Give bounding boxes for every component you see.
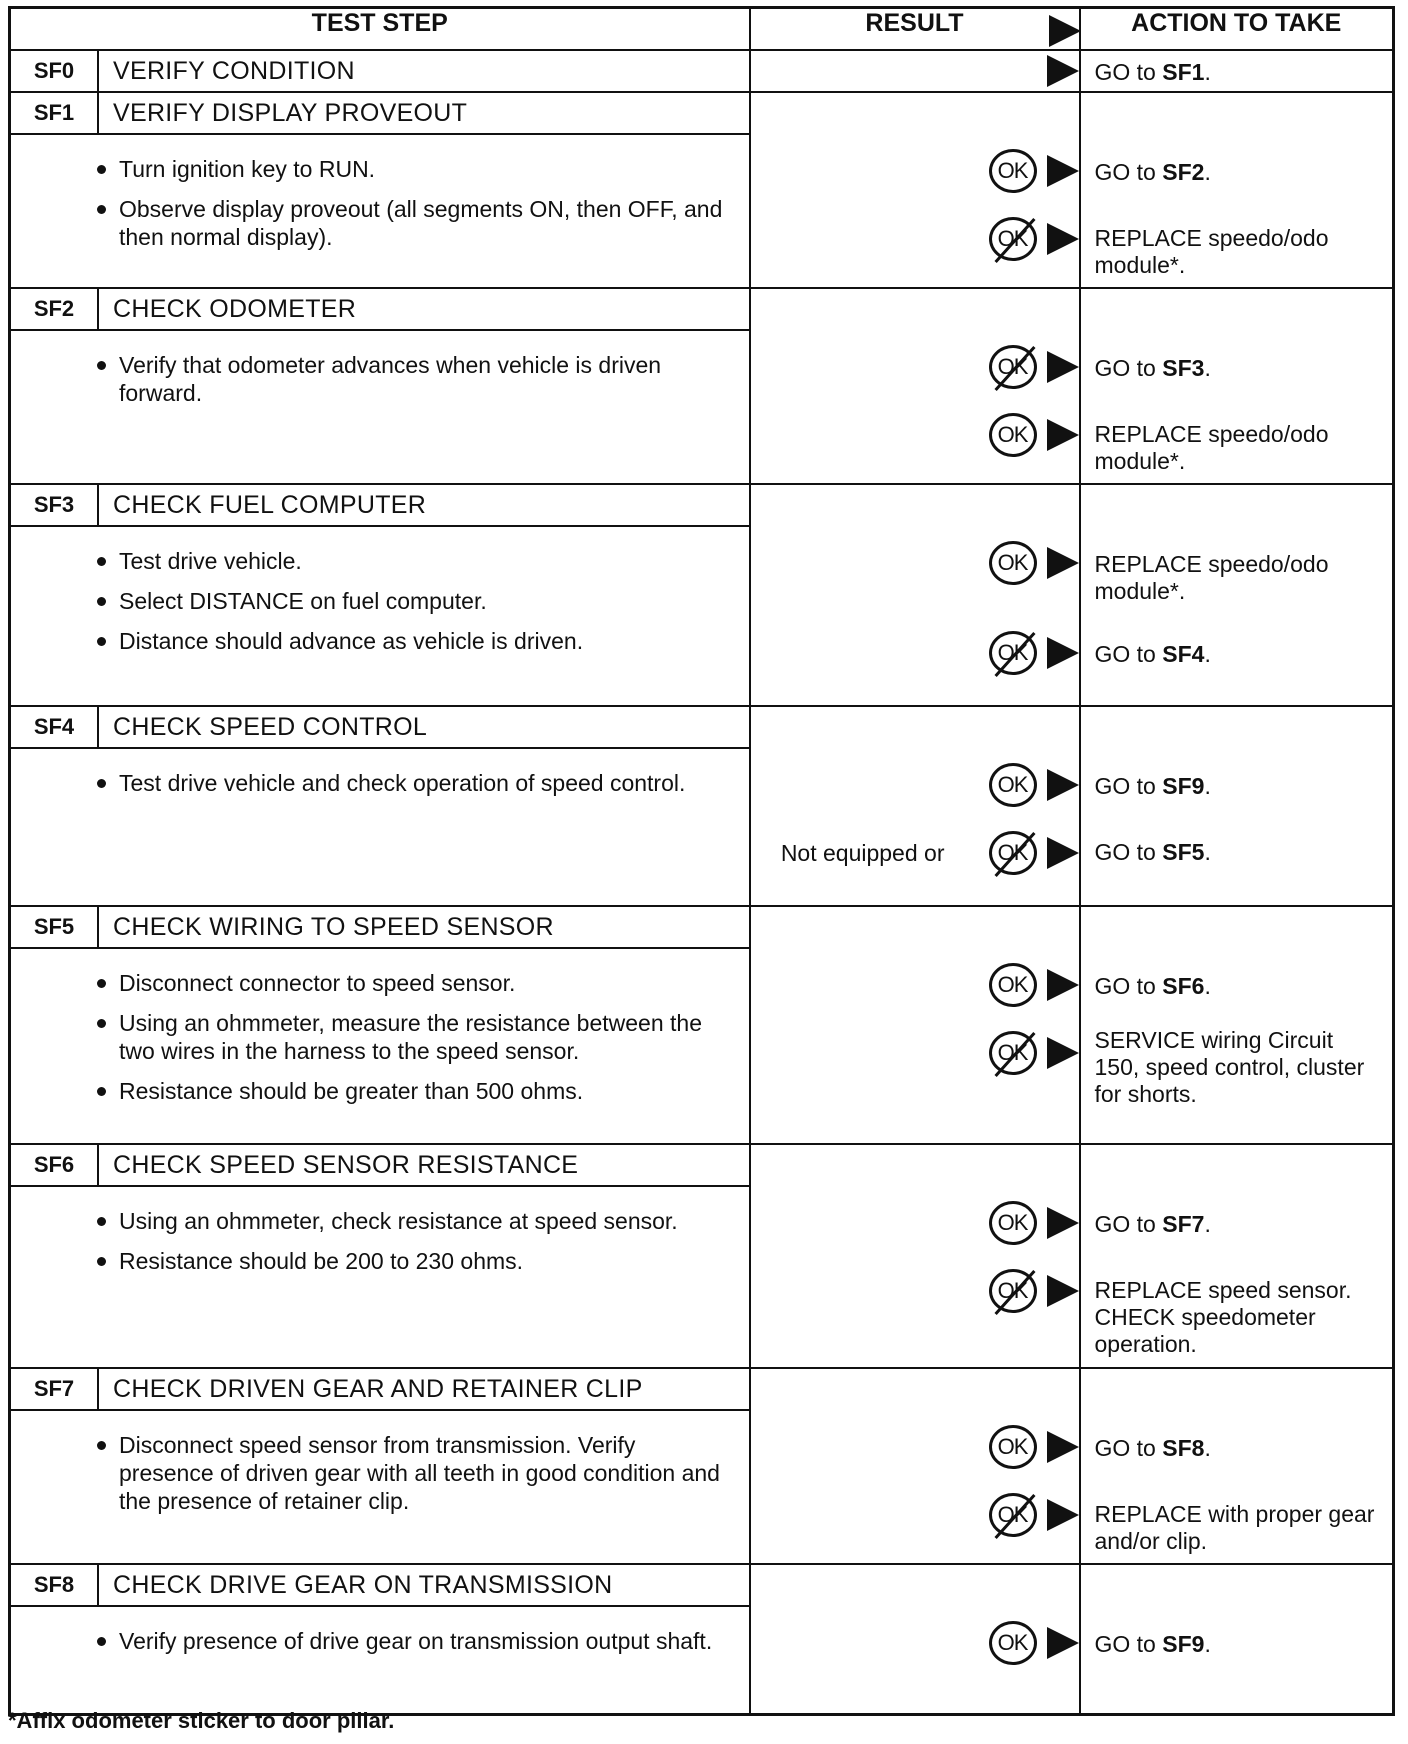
result-ok <box>989 539 1079 587</box>
step-cell <box>10 1368 750 1564</box>
step-code: SF0 <box>11 51 99 91</box>
action-text: REPLACE speedo/odo module*. <box>1094 421 1329 474</box>
header-result-label: RESULT <box>865 9 964 37</box>
result-cell <box>750 1368 1080 1564</box>
arrow-right-icon <box>1047 837 1079 869</box>
step-row-sf3 <box>10 484 1394 706</box>
result-cell <box>750 1144 1080 1368</box>
step-title: VERIFY DISPLAY PROVEOUT <box>113 98 468 127</box>
step-bullets <box>11 1607 749 1679</box>
action-cell <box>1080 1144 1394 1368</box>
arrow-right-icon <box>1047 1499 1079 1531</box>
result-not-ok <box>989 629 1079 677</box>
step-cell <box>10 288 750 484</box>
bullet-item: Observe display proveout (all segments ON, then OFF, and then normal display). <box>119 195 729 251</box>
bullet-item: Turn ignition key to RUN. <box>119 155 729 183</box>
action-cell <box>1080 92 1394 288</box>
result-cell <box>750 484 1080 706</box>
step-title-row <box>11 485 749 527</box>
action-cell <box>1080 1368 1394 1564</box>
step-title: CHECK DRIVEN GEAR AND RETAINER CLIP <box>113 1374 643 1403</box>
step-title-row <box>11 1369 749 1411</box>
bullet-item: Resistance should be greater than 500 ohms. <box>119 1077 729 1105</box>
step-code: SF6 <box>11 1145 99 1185</box>
step-cell <box>10 1564 750 1714</box>
step-bullets <box>11 331 749 431</box>
result-cell <box>750 706 1080 906</box>
step-title: CHECK ODOMETER <box>113 294 357 323</box>
ok-icon: OK <box>989 149 1037 193</box>
result-note: Not equipped or <box>780 839 945 866</box>
ok-icon: OK <box>989 541 1037 585</box>
action-cell <box>1080 906 1394 1144</box>
step-cell <box>10 92 750 288</box>
step-code: SF2 <box>11 289 99 329</box>
result-not-ok <box>781 829 1079 877</box>
step-code: SF4 <box>11 707 99 747</box>
bullet-item: Disconnect speed sensor from transmission. Verify presence of driven gear with all teeth in good condition and the presence of retainer clip. <box>119 1431 729 1515</box>
not-ok-icon: OK <box>989 1031 1037 1075</box>
not-ok-icon: OK <box>989 631 1037 675</box>
result-ok <box>989 1423 1079 1471</box>
diagnostic-table <box>8 6 1395 1716</box>
action-cell <box>1080 484 1394 706</box>
step-title: CHECK DRIVE GEAR ON TRANSMISSION <box>113 1570 613 1599</box>
result-not-ok <box>989 1491 1079 1539</box>
result-cell <box>750 1564 1080 1714</box>
arrow-right-icon <box>1047 769 1079 801</box>
action-text: REPLACE with proper gear and/or clip. <box>1094 1501 1375 1554</box>
result-not-ok <box>989 1029 1079 1077</box>
action-text: SERVICE wiring Circuit 150, speed control, cluster for shorts. <box>1094 1027 1365 1107</box>
result-ok <box>989 1199 1079 1247</box>
step-cell <box>10 1144 750 1368</box>
ok-icon: OK <box>989 1201 1037 1245</box>
step-row-sf5 <box>10 906 1394 1144</box>
not-ok-icon: OK <box>989 345 1037 389</box>
action-text: GO to SF6. <box>1094 973 1211 999</box>
arrow-right-icon <box>1047 1037 1079 1069</box>
result-not-ok <box>989 1267 1079 1315</box>
step-title-row <box>11 1565 749 1607</box>
step-title: CHECK SPEED SENSOR RESISTANCE <box>113 1150 579 1179</box>
action-cell <box>1080 706 1394 906</box>
header-action: ACTION TO TAKE <box>1080 8 1394 51</box>
step-bullets <box>11 749 749 821</box>
arrow-right-icon <box>1047 351 1079 383</box>
not-ok-icon: OK <box>989 1269 1037 1313</box>
result-ok <box>989 411 1079 459</box>
action-cell <box>1080 1564 1394 1714</box>
action-text: GO to SF5. <box>1094 839 1211 865</box>
step-cell <box>10 906 750 1144</box>
arrow-right-icon <box>1047 1207 1079 1239</box>
action-text: REPLACE speedo/odo module*. <box>1094 551 1329 604</box>
result-not-ok <box>989 215 1079 263</box>
step-title-row <box>11 93 749 135</box>
result-ok <box>989 761 1079 809</box>
header-result <box>750 8 1080 51</box>
step-code: SF7 <box>11 1369 99 1409</box>
arrow-right-icon <box>1047 547 1079 579</box>
step-row-sf8 <box>10 1564 1394 1714</box>
steps-body <box>10 92 1394 1714</box>
result-ok <box>989 1619 1079 1667</box>
ok-icon: OK <box>989 413 1037 457</box>
result-not-ok <box>989 343 1079 391</box>
not-ok-icon: OK <box>989 217 1037 261</box>
step-code: SF8 <box>11 1565 99 1605</box>
diagnostic-page <box>8 6 1392 1733</box>
action-text: REPLACE speed sensor. CHECK speedometer operation. <box>1094 1277 1352 1357</box>
bullet-item: Verify that odometer advances when vehicle is driven forward. <box>119 351 729 407</box>
bullet-item: Test drive vehicle. <box>119 547 729 575</box>
arrow-right-icon <box>1047 1275 1079 1307</box>
step-row-sf0 <box>10 50 1394 92</box>
step-title: CHECK FUEL COMPUTER <box>113 490 427 519</box>
action-text: GO to SF3. <box>1094 355 1211 381</box>
bullet-item: Distance should advance as vehicle is driven. <box>119 627 729 655</box>
result-cell <box>750 92 1080 288</box>
bullet-item: Test drive vehicle and check operation of speed control. <box>119 769 729 797</box>
step-bullets <box>11 135 749 275</box>
action-text: GO to SF9. <box>1094 773 1211 799</box>
result-cell <box>750 50 1080 92</box>
not-ok-icon: OK <box>989 831 1037 875</box>
step-row-sf6 <box>10 1144 1394 1368</box>
bullet-item: Verify presence of drive gear on transmission output shaft. <box>119 1627 729 1655</box>
result-cell <box>750 288 1080 484</box>
step-row-sf4 <box>10 706 1394 906</box>
step-row-sf7 <box>10 1368 1394 1564</box>
result-cell <box>750 906 1080 1144</box>
result-ok <box>989 961 1079 1009</box>
bullet-item: Select DISTANCE on fuel computer. <box>119 587 729 615</box>
action-text: GO to SF4. <box>1094 641 1211 667</box>
arrow-right-icon <box>1047 419 1079 451</box>
step-title-row <box>11 1145 749 1187</box>
action-text: GO to SF1. <box>1094 59 1211 85</box>
arrow-right-icon <box>1047 637 1079 669</box>
ok-icon: OK <box>989 963 1037 1007</box>
bullet-item: Disconnect connector to speed sensor. <box>119 969 729 997</box>
ok-icon: OK <box>989 763 1037 807</box>
header-test-step: TEST STEP <box>10 8 750 51</box>
action-text: REPLACE speedo/odo module*. <box>1094 225 1329 278</box>
arrow-right-icon <box>1047 55 1079 87</box>
step-row-sf2 <box>10 288 1394 484</box>
action-text: GO to SF7. <box>1094 1211 1211 1237</box>
bullet-item: Resistance should be 200 to 230 ohms. <box>119 1247 729 1275</box>
step-title-row <box>11 51 749 91</box>
bullet-item: Using an ohmmeter, measure the resistance between the two wires in the harness to the speed sensor. <box>119 1009 729 1065</box>
action-text: GO to SF9. <box>1094 1631 1211 1657</box>
not-ok-icon: OK <box>989 1493 1037 1537</box>
arrow-right-icon <box>1047 1627 1079 1659</box>
step-row-sf1 <box>10 92 1394 288</box>
step-cell <box>10 50 750 92</box>
bullet-item: Using an ohmmeter, check resistance at speed sensor. <box>119 1207 729 1235</box>
header-row <box>10 8 1394 51</box>
step-cell <box>10 484 750 706</box>
ok-icon: OK <box>989 1621 1037 1665</box>
step-title-row <box>11 707 749 749</box>
step-title: CHECK SPEED CONTROL <box>113 712 428 741</box>
step-title: VERIFY CONDITION <box>113 56 355 85</box>
step-code: SF3 <box>11 485 99 525</box>
action-text: GO to SF2. <box>1094 159 1211 185</box>
step-cell <box>10 706 750 906</box>
action-cell <box>1080 50 1394 92</box>
action-text: GO to SF8. <box>1094 1435 1211 1461</box>
arrow-right-icon <box>1047 969 1079 1001</box>
step-bullets <box>11 527 749 679</box>
step-bullets <box>11 1411 749 1539</box>
ok-icon: OK <box>989 1425 1037 1469</box>
arrow-right-icon <box>1047 155 1079 187</box>
result-ok <box>989 147 1079 195</box>
step-title: CHECK WIRING TO SPEED SENSOR <box>113 912 554 941</box>
footnote: *Affix odometer sticker to door pillar. <box>8 1708 395 1733</box>
step-title-row <box>11 907 749 949</box>
step-title-row <box>11 289 749 331</box>
arrow-right-icon <box>1047 223 1079 255</box>
step-bullets <box>11 949 749 1129</box>
step-code: SF1 <box>11 93 99 133</box>
arrow-right-icon <box>1049 15 1081 47</box>
action-cell <box>1080 288 1394 484</box>
step-bullets <box>11 1187 749 1299</box>
step-code: SF5 <box>11 907 99 947</box>
arrow-right-icon <box>1047 1431 1079 1463</box>
